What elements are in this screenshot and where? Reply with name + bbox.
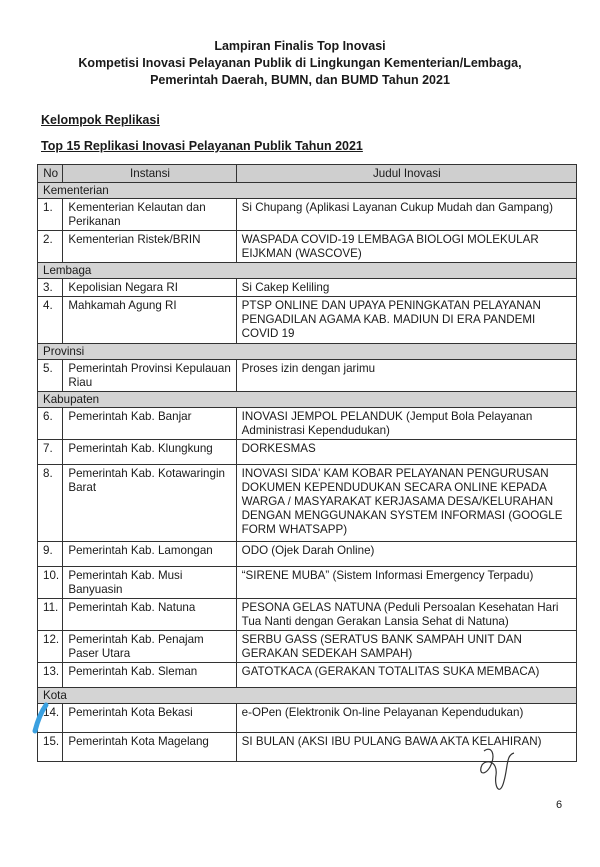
cell-instansi: Kepolisian Negara RI (63, 279, 236, 297)
cell-no: 11. (38, 599, 63, 631)
cell-judul: DORKESMAS (236, 440, 576, 465)
table-row (38, 599, 577, 631)
table-row (38, 279, 577, 297)
table-row (38, 465, 577, 542)
cell-judul: SI BULAN (AKSI IBU PULANG BAWA AKTA KELAHIRAN) (236, 733, 576, 762)
cell-judul: WASPADA COVID-19 LEMBAGA BIOLOGI MOLEKULAR EIJKMAN (WASCOVE) (236, 231, 576, 263)
cell-no: 14. (38, 704, 63, 733)
cell-judul: e-OPen (Elektronik On-line Pelayanan Kependudukan) (236, 704, 576, 733)
signature-icon (470, 741, 530, 801)
cell-no: 1. (38, 199, 63, 231)
cell-instansi: Kementerian Kelautan dan Perikanan (63, 199, 236, 231)
cell-judul: Si Chupang (Aplikasi Layanan Cukup Mudah dan Gampang) (236, 199, 576, 231)
group-label: Kabupaten (38, 392, 577, 408)
column-header-instansi: Instansi (63, 165, 236, 183)
cell-instansi: Pemerintah Kab. Musi Banyuasin (63, 567, 236, 599)
cell-no: 15. (38, 733, 63, 762)
table-row (38, 663, 577, 688)
group-row (38, 688, 577, 704)
table-row (38, 408, 577, 440)
cell-instansi: Pemerintah Kab. Klungkung (63, 440, 236, 465)
column-header-no: No (38, 165, 63, 183)
cell-instansi: Pemerintah Kab. Banjar (63, 408, 236, 440)
table-row (38, 567, 577, 599)
table-row (38, 704, 577, 733)
cell-judul: Si Cakep Keliling (236, 279, 576, 297)
group-label: Lembaga (38, 263, 577, 279)
header-line-1: Lampiran Finalis Top Inovasi (214, 39, 386, 53)
cell-no: 6. (38, 408, 63, 440)
cell-no: 7. (38, 440, 63, 465)
cell-no: 8. (38, 465, 63, 542)
cell-judul: ODO (Ojek Darah Online) (236, 542, 576, 567)
cell-no: 4. (38, 297, 63, 344)
cell-instansi: Pemerintah Kota Bekasi (63, 704, 236, 733)
cell-no: 2. (38, 231, 63, 263)
cell-no: 13. (38, 663, 63, 688)
table-row (38, 297, 577, 344)
cell-instansi: Mahkamah Agung RI (63, 297, 236, 344)
cell-instansi: Pemerintah Provinsi Kepulauan Riau (63, 360, 236, 392)
innovation-table (37, 164, 577, 762)
cell-no: 5. (38, 360, 63, 392)
cell-judul: INOVASI SIDA' KAM KOBAR PELAYANAN PENGURUSAN DOKUMEN KEPENDUDUKAN SECARA ONLINE KEPADA WARGA / MASYARAKAT KERJASAMA DESA/KELURAHAN DENGAN MENGGUNAKAN SYSTEM INFORMASI (GOOGLE FORM WHATSAPP) (236, 465, 576, 542)
group-row (38, 392, 577, 408)
cell-judul: Proses izin dengan jarimu (236, 360, 576, 392)
group-row (38, 344, 577, 360)
cell-instansi: Pemerintah Kota Magelang (63, 733, 236, 762)
table-row (38, 440, 577, 465)
cell-no: 12. (38, 631, 63, 663)
cell-judul: PTSP ONLINE DAN UPAYA PENINGKATAN PELAYANAN PENGADILAN AGAMA KAB. MADIUN DI ERA PANDEMI COVID 19 (236, 297, 576, 344)
cell-instansi: Pemerintah Kab. Kotawaringin Barat (63, 465, 236, 542)
cell-no: 3. (38, 279, 63, 297)
cell-instansi: Pemerintah Kab. Lamongan (63, 542, 236, 567)
table-row (38, 199, 577, 231)
group-row (38, 183, 577, 199)
highlighter-mark (30, 701, 50, 737)
cell-instansi: Pemerintah Kab. Natuna (63, 599, 236, 631)
cell-instansi: Pemerintah Kab. Sleman (63, 663, 236, 688)
column-header-judul: Judul Inovasi (236, 165, 576, 183)
cell-judul: INOVASI JEMPOL PELANDUK (Jemput Bola Pelayanan Administrasi Kependudukan) (236, 408, 576, 440)
table-row (38, 360, 577, 392)
cell-instansi: Pemerintah Kab. Penajam Paser Utara (63, 631, 236, 663)
group-label: Provinsi (38, 344, 577, 360)
group-label: Kota (38, 688, 577, 704)
header-line-3: Pemerintah Daerah, BUMN, dan BUMD Tahun 2021 (150, 73, 450, 87)
cell-judul: GATOTKACA (GERAKAN TOTALITAS SUKA MEMBACA) (236, 663, 576, 688)
page-number: 6 (556, 799, 563, 811)
table-row (38, 542, 577, 567)
header-line-2: Kompetisi Inovasi Pelayanan Publik di Lingkungan Kementerian/Lembaga, (78, 56, 522, 70)
cell-no: 10. (38, 567, 63, 599)
table-header-row (38, 165, 577, 183)
table-row (38, 231, 577, 263)
table-row (38, 631, 577, 663)
cell-no: 9. (38, 542, 63, 567)
table-title: Top 15 Replikasi Inovasi Pelayanan Publik Tahun 2021 (41, 139, 363, 153)
section-title: Kelompok Replikasi (41, 113, 160, 127)
cell-judul: “SIRENE MUBA” (Sistem Informasi Emergency Terpadu) (236, 567, 576, 599)
group-label: Kementerian (38, 183, 577, 199)
cell-judul: SERBU GASS (SERATUS BANK SAMPAH UNIT DAN GERAKAN SEDEKAH SAMPAH) (236, 631, 576, 663)
group-row (38, 263, 577, 279)
cell-judul: PESONA GELAS NATUNA (Peduli Persoalan Kesehatan Hari Tua Nanti dengan Gerakan Lansia Sehat di Natuna) (236, 599, 576, 631)
cell-instansi: Kementerian Ristek/BRIN (63, 231, 236, 263)
